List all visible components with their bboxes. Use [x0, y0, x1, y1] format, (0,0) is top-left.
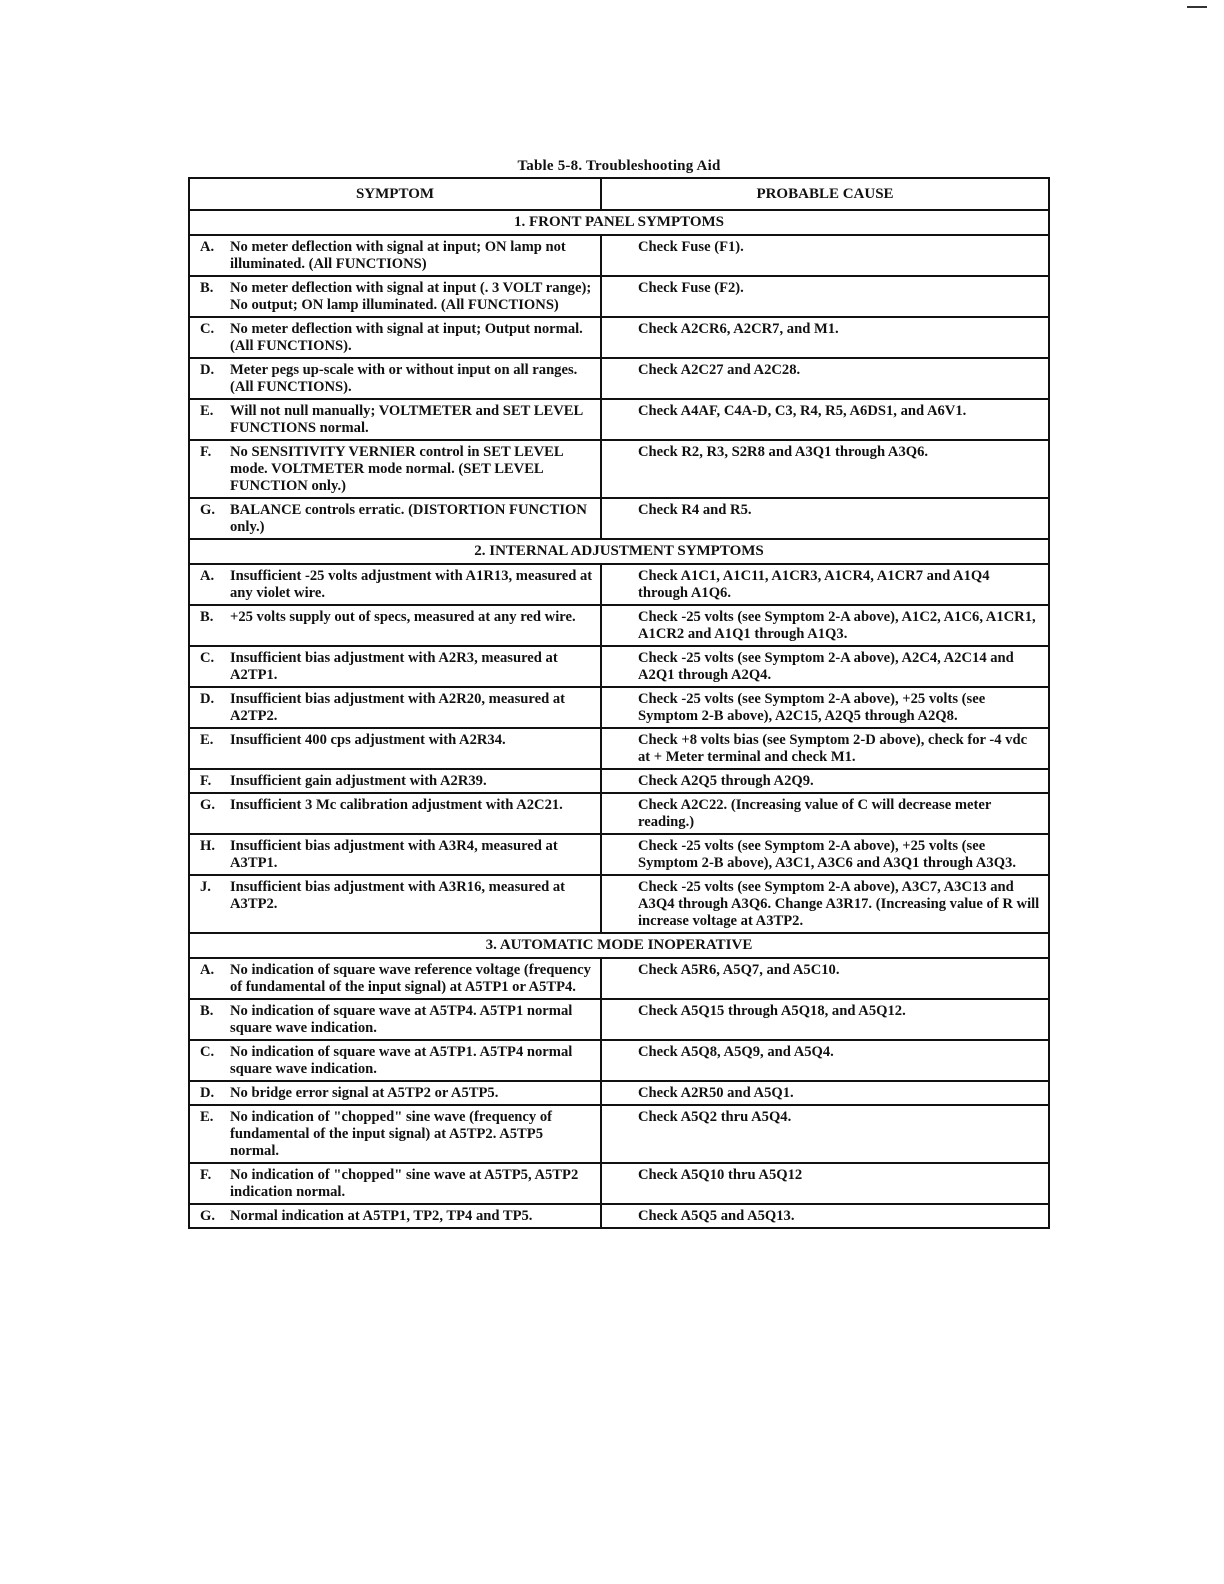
- row-letter: F.: [200, 1167, 212, 1183]
- row-letter: E.: [200, 732, 214, 748]
- section-title: 3. AUTOMATIC MODE INOPERATIVE: [189, 933, 1049, 958]
- cause-text: Check -25 volts (see Symptom 2-A above), A1C2, A1C6, A1CR1, A1CR2 and A1Q1 through A1Q3.: [601, 605, 1049, 646]
- table-row: [189, 235, 1049, 276]
- symptom-cell: [189, 1081, 601, 1105]
- symptom-cell: [189, 1105, 601, 1163]
- symptom-text: Insufficient 400 cps adjustment with A2R34.: [230, 732, 506, 748]
- troubleshooting-table: [188, 177, 1050, 1229]
- row-letter: D.: [200, 1085, 215, 1101]
- row-letter: B.: [200, 280, 214, 296]
- symptom-cell: [189, 498, 601, 539]
- cause-text: Check A5R6, A5Q7, and A5C10.: [601, 958, 1049, 999]
- row-letter: G.: [200, 797, 215, 813]
- symptom-text: No meter deflection with signal at input; Output normal. (All FUNCTIONS).: [230, 321, 583, 354]
- symptom-text: No indication of square wave at A5TP1. A5TP4 normal square wave indication.: [230, 1044, 573, 1077]
- symptom-cell: [189, 793, 601, 834]
- symptom-cell: [189, 687, 601, 728]
- symptom-cell: [189, 728, 601, 769]
- table-row: [189, 646, 1049, 687]
- symptom-header: SYMPTOM: [189, 178, 601, 210]
- symptom-text: No indication of "chopped" sine wave (frequency of fundamental of the input signal) at A5TP2. A5TP5 normal.: [230, 1109, 553, 1159]
- row-letter: D.: [200, 691, 215, 707]
- symptom-text: Insufficient gain adjustment with A2R39.: [230, 773, 487, 789]
- row-letter: A.: [200, 568, 215, 584]
- cause-text: Check -25 volts (see Symptom 2-A above), A3C7, A3C13 and A3Q4 through A3Q6. Change A3R17. (Increasing value of R will increase voltage at A3TP2.: [601, 875, 1049, 933]
- symptom-cell: [189, 1204, 601, 1228]
- symptom-cell: [189, 605, 601, 646]
- cause-text: Check R2, R3, S2R8 and A3Q1 through A3Q6.: [601, 440, 1049, 498]
- row-letter: F.: [200, 444, 212, 460]
- row-letter: C.: [200, 1044, 215, 1060]
- row-letter: G.: [200, 502, 215, 518]
- cause-text: Check A5Q8, A5Q9, and A5Q4.: [601, 1040, 1049, 1081]
- row-letter: B.: [200, 1003, 214, 1019]
- table-row: [189, 875, 1049, 933]
- section-title: 2. INTERNAL ADJUSTMENT SYMPTOMS: [189, 539, 1049, 564]
- table-row: [189, 793, 1049, 834]
- symptom-cell: [189, 875, 601, 933]
- table-row: [189, 399, 1049, 440]
- symptom-cell: [189, 1040, 601, 1081]
- table-row: [189, 276, 1049, 317]
- cause-text: Check Fuse (F2).: [601, 276, 1049, 317]
- symptom-text: No SENSITIVITY VERNIER control in SET LEVEL mode. VOLTMETER mode normal. (SET LEVEL FUNCTION only.): [230, 444, 563, 494]
- table-row: [189, 605, 1049, 646]
- table-row: [189, 958, 1049, 999]
- symptom-text: No indication of square wave at A5TP4. A5TP1 normal square wave indication.: [230, 1003, 573, 1036]
- row-letter: J.: [200, 879, 211, 895]
- symptom-cell: [189, 769, 601, 793]
- symptom-text: No indication of "chopped" sine wave at A5TP5, A5TP2 indication normal.: [230, 1167, 579, 1200]
- symptom-cell: [189, 317, 601, 358]
- symptom-cell: [189, 564, 601, 605]
- row-letter: A.: [200, 239, 215, 255]
- symptom-cell: [189, 646, 601, 687]
- table-row: [189, 769, 1049, 793]
- symptom-text: Insufficient bias adjustment with A2R20, measured at A2TP2.: [230, 691, 566, 724]
- cause-text: Check A2CR6, A2CR7, and M1.: [601, 317, 1049, 358]
- symptom-cell: [189, 399, 601, 440]
- symptom-cell: [189, 834, 601, 875]
- cause-text: Check A2Q5 through A2Q9.: [601, 769, 1049, 793]
- symptom-text: No meter deflection with signal at input (. 3 VOLT range); No output; ON lamp illuminated. (All FUNCTIONS): [230, 280, 592, 313]
- symptom-text: Insufficient bias adjustment with A3R16, measured at A3TP2.: [230, 879, 566, 912]
- symptom-text: No meter deflection with signal at input; ON lamp not illuminated. (All FUNCTIONS): [230, 239, 566, 272]
- row-letter: D.: [200, 362, 215, 378]
- cause-text: Check A2C27 and A2C28.: [601, 358, 1049, 399]
- table-row: [189, 999, 1049, 1040]
- symptom-text: No indication of square wave reference voltage (frequency of fundamental of the input signal) at A5TP1 or A5TP4.: [230, 962, 591, 995]
- cause-text: Check A2C22. (Increasing value of C will decrease meter reading.): [601, 793, 1049, 834]
- symptom-text: Insufficient bias adjustment with A2R3, measured at A2TP1.: [230, 650, 558, 683]
- symptom-text: Meter pegs up-scale with or without input on all ranges. (All FUNCTIONS).: [230, 362, 578, 395]
- row-letter: F.: [200, 773, 212, 789]
- row-letter: C.: [200, 321, 215, 337]
- cause-text: Check A1C1, A1C11, A1CR3, A1CR4, A1CR7 and A1Q4 through A1Q6.: [601, 564, 1049, 605]
- table-row: [189, 834, 1049, 875]
- table-row: [189, 317, 1049, 358]
- symptom-text: Insufficient bias adjustment with A3R4, measured at A3TP1.: [230, 838, 558, 871]
- cause-text: Check A4AF, C4A-D, C3, R4, R5, A6DS1, and A6V1.: [601, 399, 1049, 440]
- symptom-text: Insufficient 3 Mc calibration adjustment with A2C21.: [230, 797, 563, 813]
- symptom-cell: [189, 1163, 601, 1204]
- row-letter: A.: [200, 962, 215, 978]
- symptom-cell: [189, 999, 601, 1040]
- symptom-cell: [189, 235, 601, 276]
- symptom-text: Normal indication at A5TP1, TP2, TP4 and TP5.: [230, 1208, 533, 1224]
- symptom-cell: [189, 276, 601, 317]
- symptom-text: +25 volts supply out of specs, measured at any red wire.: [230, 609, 576, 625]
- cause-text: Check A5Q5 and A5Q13.: [601, 1204, 1049, 1228]
- cause-text: Check A5Q10 thru A5Q12: [601, 1163, 1049, 1204]
- section-title: 1. FRONT PANEL SYMPTOMS: [189, 210, 1049, 235]
- cause-text: Check -25 volts (see Symptom 2-A above), +25 volts (see Symptom 2-B above), A2C15, A2Q5 through A2Q8.: [601, 687, 1049, 728]
- table-row: [189, 1163, 1049, 1204]
- symptom-text: Insufficient -25 volts adjustment with A1R13, measured at any violet wire.: [230, 568, 593, 601]
- symptom-text: Will not null manually; VOLTMETER and SET LEVEL FUNCTIONS normal.: [230, 403, 583, 436]
- row-letter: C.: [200, 650, 215, 666]
- symptom-cell: [189, 958, 601, 999]
- cause-text: Check R4 and R5.: [601, 498, 1049, 539]
- table-row: [189, 1040, 1049, 1081]
- cause-text: Check A5Q15 through A5Q18, and A5Q12.: [601, 999, 1049, 1040]
- row-letter: E.: [200, 403, 214, 419]
- symptom-cell: [189, 440, 601, 498]
- header-row: [189, 178, 1049, 210]
- row-letter: B.: [200, 609, 214, 625]
- table-title: Table 5-8. Troubleshooting Aid: [517, 158, 721, 174]
- cause-text: Check A5Q2 thru A5Q4.: [601, 1105, 1049, 1163]
- corner-mark: [1187, 6, 1207, 8]
- cause-text: Check +8 volts bias (see Symptom 2-D above), check for -4 vdc at + Meter terminal and check M1.: [601, 728, 1049, 769]
- symptom-text: No bridge error signal at A5TP2 or A5TP5.: [230, 1085, 499, 1101]
- table-row: [189, 1204, 1049, 1228]
- cause-text: Check -25 volts (see Symptom 2-A above), A2C4, A2C14 and A2Q1 through A2Q4.: [601, 646, 1049, 687]
- table-body: [189, 210, 1049, 1228]
- row-letter: H.: [200, 838, 215, 854]
- cause-header: PROBABLE CAUSE: [601, 178, 1049, 210]
- symptom-cell: [189, 358, 601, 399]
- table-row: [189, 687, 1049, 728]
- table-row: [189, 564, 1049, 605]
- cause-text: Check -25 volts (see Symptom 2-A above), +25 volts (see Symptom 2-B above), A3C1, A3C6 and A3Q1 through A3Q3.: [601, 834, 1049, 875]
- row-letter: E.: [200, 1109, 214, 1125]
- cause-text: Check A2R50 and A5Q1.: [601, 1081, 1049, 1105]
- cause-text: Check Fuse (F1).: [601, 235, 1049, 276]
- table-row: [189, 358, 1049, 399]
- section-header-row: [189, 210, 1049, 235]
- row-letter: G.: [200, 1208, 215, 1224]
- section-header-row: [189, 933, 1049, 958]
- table-row: [189, 440, 1049, 498]
- table-row: [189, 1105, 1049, 1163]
- symptom-text: BALANCE controls erratic. (DISTORTION FUNCTION only.): [230, 502, 587, 535]
- section-header-row: [189, 539, 1049, 564]
- table-row: [189, 1081, 1049, 1105]
- table-row: [189, 498, 1049, 539]
- table-row: [189, 728, 1049, 769]
